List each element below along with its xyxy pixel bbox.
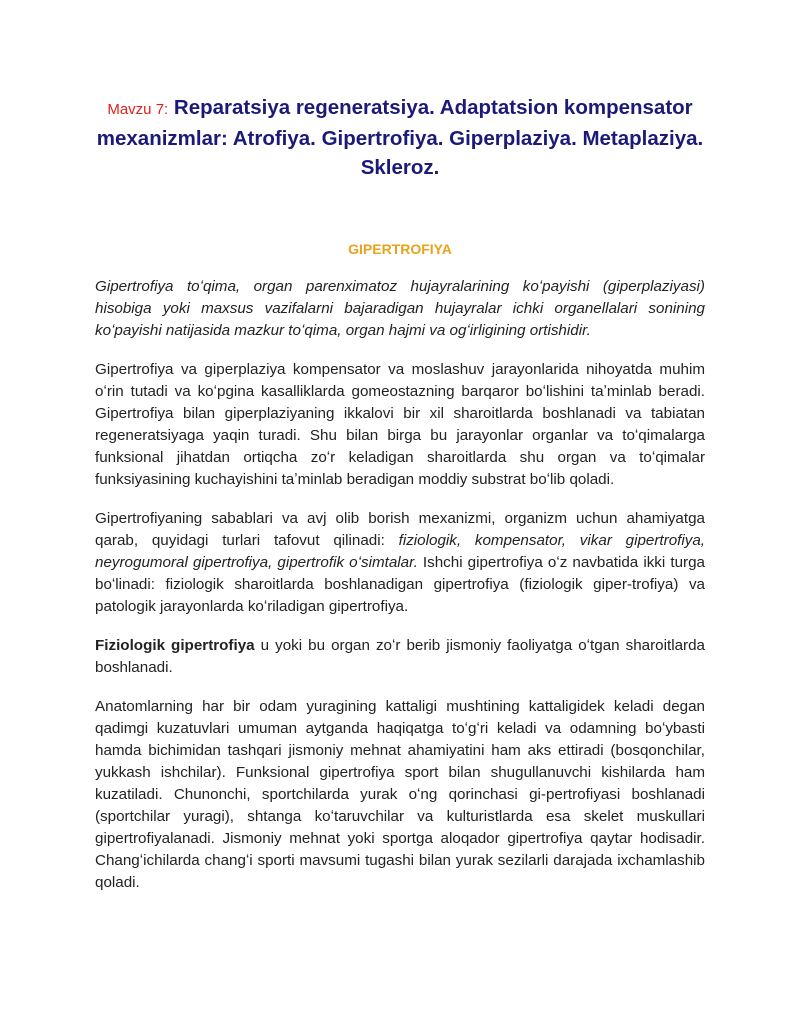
section-heading: GIPERTROFIYA: [348, 241, 452, 257]
paragraph-text: Gipertrofiyaning sabablari va avj olib borish mexanizmi, organizm uchun ahamiyatga qarab, quyidagi turlari tafovut qilinadi:: [95, 510, 705, 549]
bold-term: Fiziologik gipertrofiya: [95, 637, 255, 654]
types-list-italic: fiziologik, kompensator, vikar gipertrofiya, neyrogumoral gipertrofiya, gipertrofik oʻsimtalar.: [95, 532, 705, 571]
body-paragraph: [95, 635, 705, 679]
body-paragraph: [95, 508, 705, 618]
document-page: [95, 93, 705, 894]
body-paragraph: Anatomlarning har bir odam yuragining kattaligi mushtining kattaligidek keladi degan qadimgi kuzatuvlari umuman aytganda haqiqatga toʻgʻri keladi va odamning boʻybasti hamda bichimidan tashqari jismoniy mehnat ahamiyatini ham aks ettiradi (bosqonchilar, yukkash ishchilar). Funksional gipertrofiya sport bilan shugullanuvchi kishilarda ham kuzatiladi. Chunonchi, sportchilarda yurak oʻng qorinchasi gi-pertrofiyasi boshlanadi (sportchilar yuragi), shtanga koʻtaruvchilar va kulturistlarda esa skelet muskullari gipertrofiyalanadi. Jismoniy mehnat yoki sportga aloqador gipertrofiya qaytar hodisadir. Changʻichilarda changʻi sporti mavsumi tugashi bilan yurak sezilarli darajada ixchamlashib qoladi.: [95, 698, 705, 891]
paragraph-text: Ishchi gipertrofiya oʻz navbatida ikki turga boʻlinadi: fiziologik sharoitlarda boshlanadigan gipertrofiya (fiziologik giper-trofiya) va patologik jarayonlarda koʻriladigan gipertrofiya.: [95, 554, 705, 615]
paragraph-text: u yoki bu organ zoʻr berib jismoniy faoliyatga oʻtgan sharoitlarda boshlanadi.: [95, 637, 705, 676]
topic-title: Reparatsiya regeneratsiya. Adaptatsion kompensator mexanizmlar: Atrofiya. Gipertrofiya. Giperplaziya. Metaplaziya. Skleroz.: [96, 96, 704, 179]
definition-paragraph: Gipertrofiya toʻqima, organ parenximatoz hujayralarining koʻpayishi (giperplaziyasi) hisobiga yoki maxsus vazifalarni bajaradigan hujayralar ichki organellalari sonining koʻpayishi natijasida mazkur toʻqima, organ hajmi va ogʻirligining ortishidir.: [95, 278, 705, 339]
topic-number-label: Mavzu 7:: [107, 101, 169, 118]
body-paragraph: Gipertrofiya va giperplaziya kompensator va moslashuv jarayonlarida nihoyatda muhim oʻrin tutadi va koʻpgina kasalliklarda gomeostazning barqaror boʻlishini taʼminlab beradi. Gipertrofiya bilan giperplaziyaning ikkalovi bir xil sharoitlarda boshlanadi va tabiatan regeneratsiyaga yaqin turadi. Shu bilan birga bu jarayonlar organlar va toʻqimalarga funksional jihatdan ortiqcha zoʻr keladigan sharoitlarda shu organ va toʻqimalar funksiyasining kuchayishini taʼminlab beradigan moddiy substrat boʻlib qoladi.: [95, 361, 705, 488]
page-title: [95, 93, 705, 182]
